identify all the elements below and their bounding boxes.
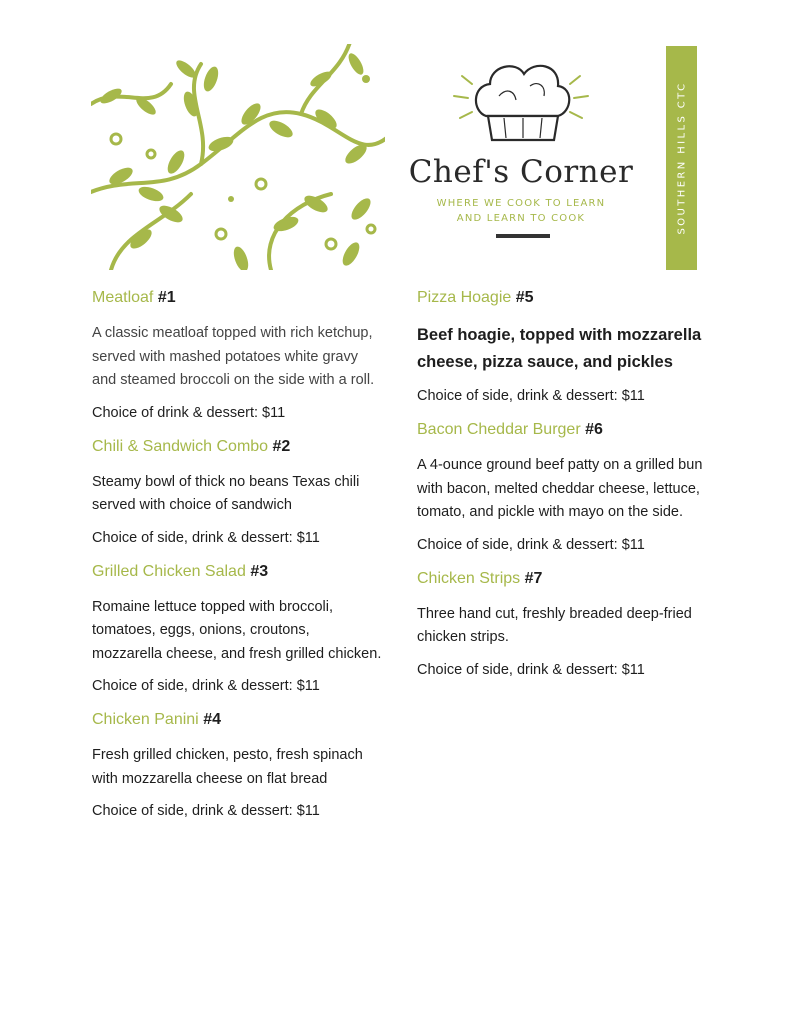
chefs-corner-logo	[402, 56, 640, 246]
menu-item-price: Choice of side, drink & dessert: $11	[92, 803, 320, 819]
menu-item-description: Fresh grilled chicken, pesto, fresh spinach with mozzarella cheese on flat bread	[92, 747, 363, 787]
menu-item-number: #3	[250, 562, 269, 580]
menu-item-name: Chicken Panini	[92, 711, 199, 728]
menu-item	[417, 420, 707, 555]
menu-column-left	[92, 288, 382, 835]
menu-item-number: #5	[515, 289, 534, 306]
menu-item-title	[417, 420, 707, 440]
menu-item-title	[417, 569, 707, 589]
menu-item-title	[417, 288, 707, 308]
menu-item-description: Three hand cut, freshly breaded deep-fried chicken strips.	[417, 605, 692, 645]
menu-item-description: Beef hoagie, topped with mozzarella cheese, pizza sauce, and pickles	[417, 326, 702, 371]
menu-item-title	[92, 437, 382, 457]
menu-item-number: #7	[524, 569, 543, 587]
menu-item	[92, 437, 382, 548]
menu-item-name: Bacon Cheddar Burger	[417, 421, 581, 438]
menu-item-description: Romaine lettuce topped with broccoli, tomatoes, eggs, onions, croutons, mozzarella cheese, and fresh grilled chicken.	[92, 598, 382, 662]
menu-item-number: #4	[203, 711, 221, 728]
menu-item-number: #6	[585, 421, 603, 438]
menu-item-name: Pizza Hoagie	[417, 289, 512, 306]
menu-item-price: Choice of side, drink & dessert: $11	[417, 388, 645, 404]
menu-item-price: Choice of side, drink & dessert: $11	[92, 678, 320, 694]
school-banner	[666, 46, 697, 270]
menu-item-name: Meatloaf	[92, 289, 154, 306]
menu-item	[92, 710, 382, 821]
menu-item-price: Choice of side, drink & dessert: $11	[417, 536, 645, 553]
menu-item-number: #1	[157, 289, 176, 306]
menu-item	[417, 569, 707, 680]
brand-underline	[496, 234, 550, 238]
school-name: SOUTHERN HILLS CTC	[676, 81, 687, 235]
menu-item-description: Steamy bowl of thick no beans Texas chili served with choice of sandwich	[92, 473, 360, 513]
menu-item-price: Choice of side, drink & dessert: $11	[417, 661, 645, 678]
menu-item-price: Choice of drink & dessert: $11	[92, 404, 286, 421]
tagline-line-1: WHERE WE COOK TO LEARN	[436, 198, 606, 209]
menu-column-right	[417, 288, 707, 694]
menu-item-title	[92, 562, 382, 582]
tagline-line-2: AND LEARN TO COOK	[456, 213, 586, 224]
chef-hat-icon	[444, 56, 598, 149]
menu-item-title	[92, 288, 382, 308]
menu-item	[417, 288, 707, 406]
menu-item-number: #2	[272, 437, 291, 455]
menu-item-description: A 4-ounce ground beef patty on a grilled bun with bacon, melted cheddar cheese, lettuce, tomato, and pickle with mayo on the side.	[417, 457, 703, 520]
vine-leaf-illustration	[91, 44, 385, 270]
menu-item-price: Choice of side, drink & dessert: $11	[92, 529, 320, 546]
menu-item-description: A classic meatloaf topped with rich ketchup, served with mashed potatoes white gravy and steamed broccoli on the side with a roll.	[92, 325, 375, 388]
menu-item	[92, 288, 382, 423]
menu-item-name: Chili & Sandwich Combo	[92, 437, 269, 455]
brand-title: Chef's Corner	[408, 154, 634, 190]
menu-item-title	[92, 710, 382, 730]
menu-item	[92, 562, 382, 697]
brand-tagline	[402, 196, 640, 226]
menu-item-name: Grilled Chicken Salad	[92, 562, 246, 580]
menu-item-name: Chicken Strips	[417, 569, 521, 587]
